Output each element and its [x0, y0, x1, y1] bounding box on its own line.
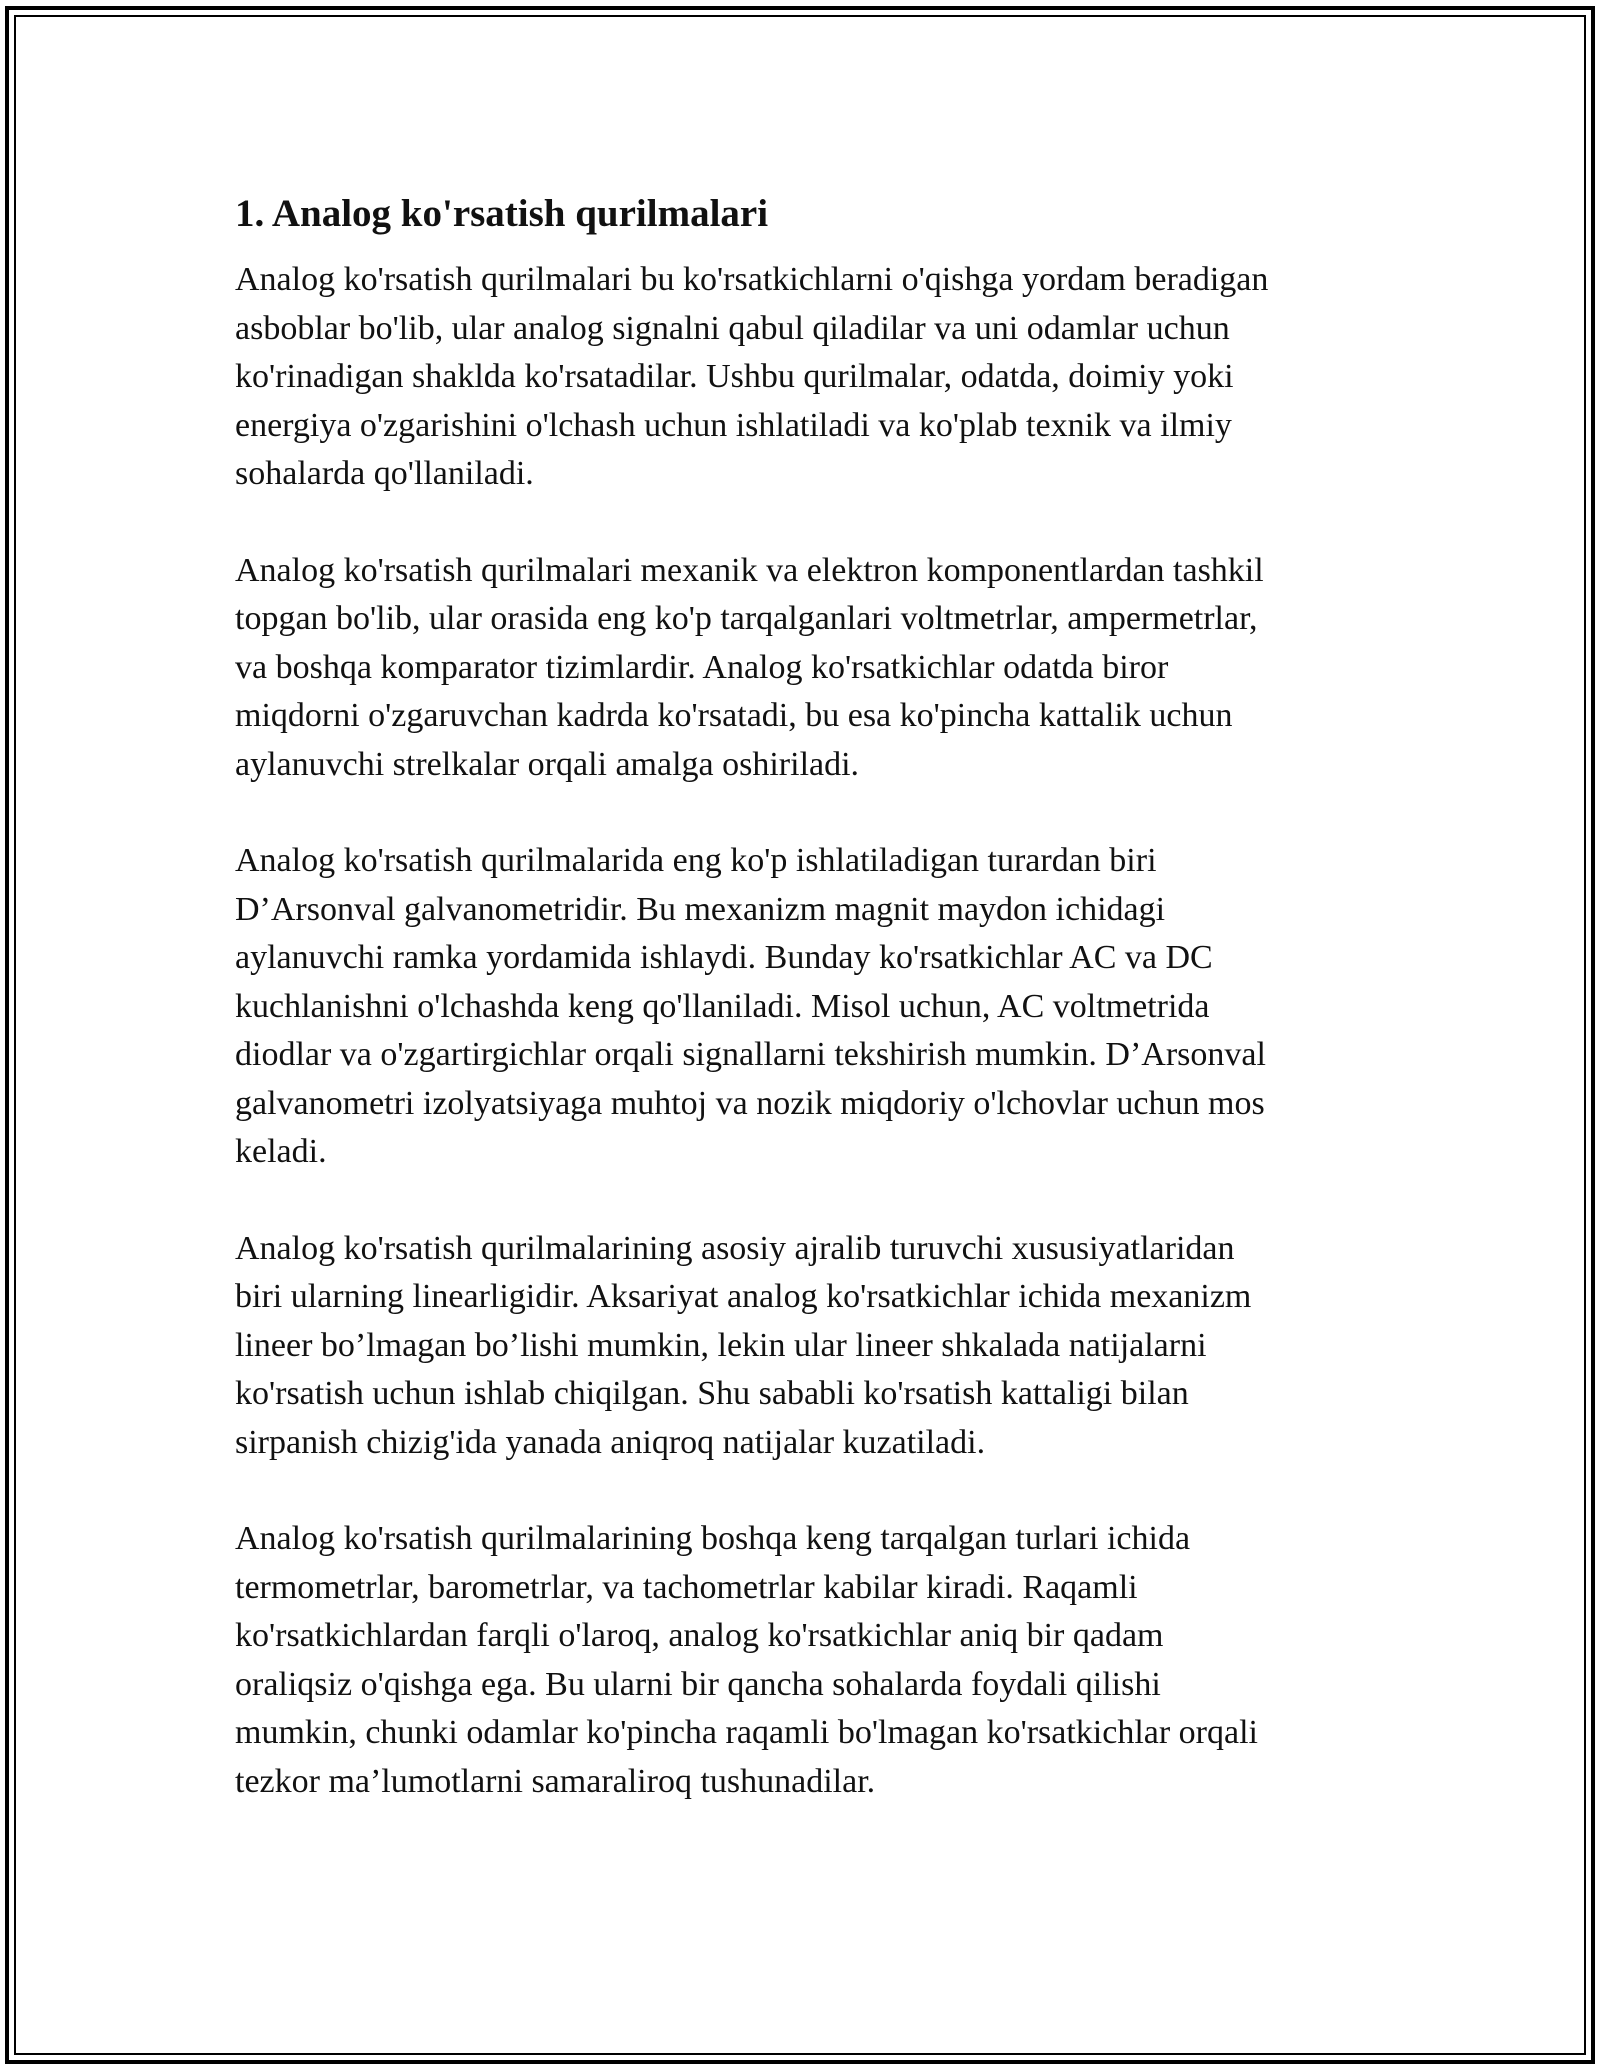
document-body: [235, 186, 1375, 1854]
paragraph-5: Analog ko'rsatish qurilmalarining boshqa keng tarqalgan turlari ichida termometrlar, barometrlar, va tachometrlar kabilar kiradi. Raqamli ko'rsatkichlardan farqli o'laroq, analog ko'rsatkichlar aniq bir qadam oraliqsiz o'qishga ega. Bu ularni bir qancha sohalarda foydali qilishi mumkin, chunki odamlar ko'pincha raqamli bo'lmagan ko'rsatkichlar orqali tezkor ma’lumotlarni samaraliroq tushunadilar.: [235, 1520, 1258, 1800]
paragraph-1: Analog ko'rsatish qurilmalari bu ko'rsatkichlarni o'qishga yordam beradigan asboblar bo'lib, ular analog signalni qabul qiladilar va uni odamlar uchun ko'rinadigan shakldа ko'rsatadilar. Ushbu qurilmalar, odatda, doimiy yoki energiya o'zgarishini o'lchash uchun ishlatiladi va ko'plab texnik va ilmiy sohalarda qo'llaniladi.: [235, 261, 1269, 492]
paragraph-4: Analog ko'rsatish qurilmalarining asosiy ajralib turuvchi xususiyatlaridan biri ularning linearligidir. Aksariyat analog ko'rsatkichlar ichida mexanizm lineer bo’lmagan bo’lishi mumkin, lekin ular lineer shkalada natijalarni ko'rsatish uchun ishlab chiqilgan. Shu sababli ko'rsatish kattaligi bilan sirpanish chizig'ida yanada aniqroq natijalar kuzatiladi.: [235, 1229, 1252, 1461]
paragraph-2: Analog ko'rsatish qurilmalari mexanik va elektron komponentlardan tashkil topgan bo'lib, ular orasida eng ko'p tarqalganlari voltmetrlar, ampermetrlar, va boshqa komparator tizimlardir. Analog ko'rsatkichlar odatda biror miqdorni o'zgaruvchan kadrda ko'rsatadi, bu esa ko'pincha kattalik uchun aylanuvchi strelkalar orqali amalga oshiriladi.: [235, 551, 1264, 783]
paragraph-3: Analog ko'rsatish qurilmalarida eng ko'p ishlatiladigan turardan biri D’Arsonval galvanometridir. Bu mexanizm magnit maydon ichidagi aylanuvchi ramka yordamida ishlaydi. Bunday ko'rsatkichlar AC va DC kuchlanishni o'lchashda keng qo'llaniladi. Misol uchun, AC voltmetrida diodlar va o'zgartirgichlar orqali signallarni tekshirish mumkin. D’Arsonval galvanometri izolyatsiyaga muhtoj va nozik miqdoriy o'lchovlar uchun mos keladi.: [235, 842, 1266, 1170]
section-title: 1. Analog ko'rsatish qurilmalari: [235, 192, 769, 235]
